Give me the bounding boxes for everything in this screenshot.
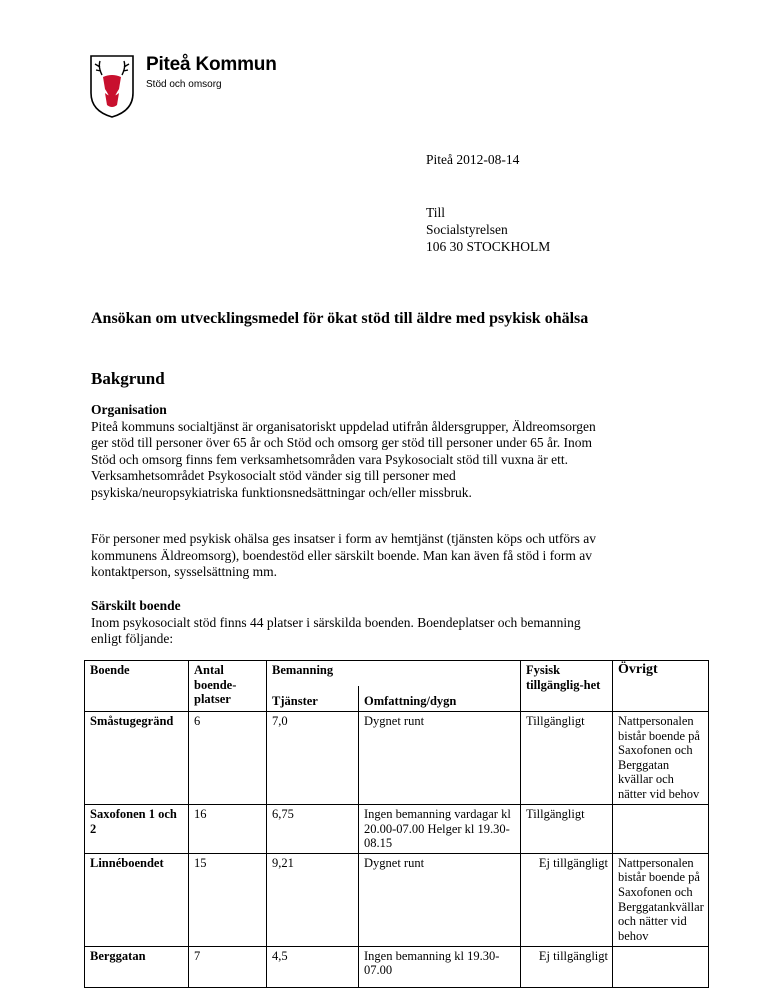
cell-boende: Saxofonen 1 och 2 [85,805,189,854]
org-name: Piteå Kommun [146,54,277,75]
department-name: Stöd och omsorg [146,79,222,90]
recipient-line: Socialstyrelsen [426,222,508,237]
header-omfattning: Omfattning/dygn [359,686,521,712]
table-row [85,946,709,987]
cell-omfattning: Ingen bemanning kl 19.30-07.00 [359,946,521,987]
subheading: Organisation [91,402,167,417]
cell-antal: 6 [189,712,267,805]
organisation-section [91,402,601,502]
header-tjanster: Tjänster [267,686,359,712]
cell-antal: 15 [189,853,267,946]
cell-ovrigt [613,946,709,987]
header-fysisk: Fysisk tillgänglig-het [521,661,613,712]
reindeer-crest-icon [88,53,136,119]
paragraph: Inom psykosocialt stöd finns 44 platser i särskilda boenden. Boendeplatser och bemanning enligt följande: [91,614,581,647]
sarskilt-boende-section [91,598,601,648]
recipient-address [426,204,550,255]
cell-ovrigt: Nattpersonalen bistår boende på Saxofonen och Berggatankvällar och nätter vid behov [613,853,709,946]
table-row [85,712,709,805]
recipient-line: 106 30 STOCKHOLM [426,239,551,254]
header-ovrigt: Övrigt [613,661,709,712]
cell-boende: Linnéboendet [85,853,189,946]
housing-table [84,660,709,988]
cell-ovrigt [613,805,709,854]
letterhead [88,53,288,121]
cell-boende: Berggatan [85,946,189,987]
header-antal: Antal boende-platser [189,661,267,712]
table-row [85,853,709,946]
header-bemanning: Bemanning [267,661,521,687]
cell-boende: Småstugegränd [85,712,189,805]
cell-tjanster: 9,21 [267,853,359,946]
header-boende: Boende [85,661,189,712]
cell-fysisk: Ej tillgängligt [521,853,613,946]
paragraph: Piteå kommuns socialtjänst är organisatoriskt uppdelad utifrån åldersgrupper, Äldreomsorgen ger stöd till personer över 65 år och Stöd och omsorg ger stöd till personer under 65 år. Inom Stöd och omsorg finns fem verksamhetsområden vara Psykosocialt stöd till vuxna är ett. Verksamhetsområdet Psykosocialt stöd vänder sig till personer med psykiska/neuropsykiatriska funktionsnedsättningar och/eller missbruk. [91,418,596,500]
section-heading: Bakgrund [91,369,165,388]
table-row [85,805,709,854]
cell-ovrigt: Nattpersonalen bistår boende på Saxofonen och Berggatan kvällar och nätter vid behov [613,712,709,805]
date-line: Piteå 2012-08-14 [426,152,520,167]
table-header-row [85,661,709,687]
document-title: Ansökan om utvecklingsmedel för ökat stöd till äldre med psykisk ohälsa [91,310,589,327]
cell-omfattning: Dygnet runt [359,712,521,805]
cell-fysisk: Tillgängligt [521,805,613,854]
cell-tjanster: 7,0 [267,712,359,805]
cell-omfattning: Ingen bemanning vardagar kl 20.00-07.00 Helger kl 19.30-08.15 [359,805,521,854]
cell-antal: 7 [189,946,267,987]
cell-tjanster: 6,75 [267,805,359,854]
cell-antal: 16 [189,805,267,854]
recipient-line: Till [426,205,446,220]
paragraph: För personer med psykisk ohälsa ges insatser i form av hemtjänst (tjänsten köps och utförs av kommunens Äldreomsorg), boendestöd eller särskilt boende. Man kan även få stöd i form av kontaktperson, sysselsättning mm. [91,531,597,580]
cell-fysisk: Ej tillgängligt [521,946,613,987]
cell-fysisk: Tillgängligt [521,712,613,805]
cell-omfattning: Dygnet runt [359,853,521,946]
cell-tjanster: 4,5 [267,946,359,987]
subheading: Särskilt boende [91,598,181,613]
